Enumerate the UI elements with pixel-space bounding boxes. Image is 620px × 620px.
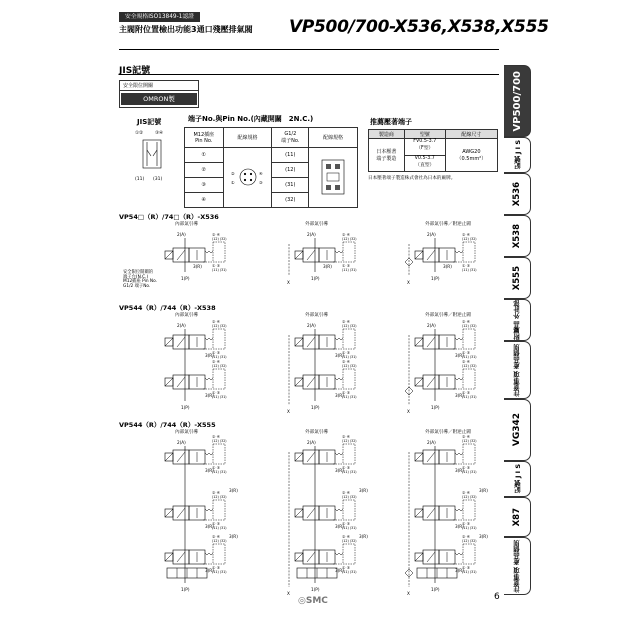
svg-text:3(R): 3(R) xyxy=(455,568,464,573)
svg-text:1(P): 1(P) xyxy=(311,276,320,281)
svg-text:① ③: ① ③ xyxy=(342,263,351,268)
circuit-1-2 xyxy=(285,220,385,285)
svg-text:3(R): 3(R) xyxy=(205,524,214,529)
column-heading: 外部氣引導 xyxy=(305,313,328,318)
tab-precautions-2[interactable]: 注意事項 產品個別 xyxy=(504,537,531,595)
svg-text:(11) (31): (11) (31) xyxy=(342,570,357,574)
tab-jis-symbol-1[interactable]: 記號 J I S xyxy=(504,137,531,173)
svg-text:① ③: ① ③ xyxy=(462,263,471,268)
circuit-1-3 xyxy=(405,220,505,285)
svg-text:3(R): 3(R) xyxy=(205,393,214,398)
svg-text:3(R): 3(R) xyxy=(359,488,368,493)
svg-text:① ③: ① ③ xyxy=(342,465,351,470)
svg-text:3(R): 3(R) xyxy=(205,468,214,473)
pin-header-wiring-1: 配線規格 xyxy=(223,128,272,148)
svg-text:(11) (31): (11) (31) xyxy=(342,470,357,474)
svg-text:(12) (32): (12) (32) xyxy=(462,495,477,499)
svg-text:3(R): 3(R) xyxy=(193,264,202,269)
svg-text:(12) (32): (12) (32) xyxy=(212,364,227,368)
crimp-terminal-table xyxy=(368,129,498,172)
column-heading: 外部氣引導／附逆止閥 xyxy=(425,222,471,227)
svg-text:(11) (31): (11) (31) xyxy=(212,268,227,272)
tab-accessories[interactable]: 附屬品 外計部 xyxy=(504,299,531,341)
svg-text:(11) (31): (11) (31) xyxy=(462,355,477,359)
svg-text:② ④: ② ④ xyxy=(342,534,351,539)
svg-text:② ④: ② ④ xyxy=(212,359,221,364)
svg-text:(12) (32): (12) (32) xyxy=(342,364,357,368)
svg-text:2(A): 2(A) xyxy=(307,440,316,445)
svg-text:1(P): 1(P) xyxy=(181,276,190,281)
svg-text:① ③: ① ③ xyxy=(212,465,221,470)
tab-vg342[interactable]: VG342 xyxy=(504,399,531,461)
svg-text:3(R): 3(R) xyxy=(205,568,214,573)
svg-text:3(R): 3(R) xyxy=(479,488,488,493)
svg-text:3(R): 3(R) xyxy=(455,353,464,358)
circuit-1-1 xyxy=(155,220,255,282)
svg-text:3(R): 3(R) xyxy=(205,353,214,358)
crimp-header-size: 配線尺寸 xyxy=(445,130,497,139)
svg-text:② ④: ② ④ xyxy=(212,319,221,324)
svg-text:1(P): 1(P) xyxy=(431,405,440,410)
switch-contact-symbol xyxy=(133,128,169,188)
pin-table-title: 端子No.與Pin No.(內藏開關 2N.C.) xyxy=(188,115,314,123)
smc-logo: ◎SMC xyxy=(298,596,328,606)
svg-text:3(R): 3(R) xyxy=(335,468,344,473)
svg-text:(11) (31): (11) (31) xyxy=(342,268,357,272)
pin-header-m12: M12插座 Pin No. xyxy=(185,128,224,148)
svg-text:(11) (31): (11) (31) xyxy=(462,395,477,399)
svg-text:2(A): 2(A) xyxy=(427,323,436,328)
svg-text:2(A): 2(A) xyxy=(177,232,186,237)
tab-x538[interactable]: X538 xyxy=(504,215,531,257)
svg-text:(12) (32): (12) (32) xyxy=(462,439,477,443)
svg-text:③: ③ xyxy=(258,179,263,185)
svg-text:① ③: ① ③ xyxy=(462,521,471,526)
svg-text:3(R): 3(R) xyxy=(335,393,344,398)
svg-text:(12) (32): (12) (32) xyxy=(212,324,227,328)
svg-text:(11) (31): (11) (31) xyxy=(212,526,227,530)
circuit-3-2 xyxy=(285,428,385,596)
svg-text:① ③: ① ③ xyxy=(212,350,221,355)
svg-text:① ③: ① ③ xyxy=(212,565,221,570)
svg-text:② ④: ② ④ xyxy=(342,490,351,495)
svg-text:1(P): 1(P) xyxy=(181,405,190,410)
svg-text:1(P): 1(P) xyxy=(311,405,320,410)
svg-text:①②: ①② xyxy=(135,131,144,136)
svg-text:(12) (32): (12) (32) xyxy=(462,539,477,543)
column-heading: 外部氣引導／附逆止閥 xyxy=(425,313,471,318)
pin-g12-31: (31) xyxy=(272,178,309,193)
svg-text:(11) (31): (11) (31) xyxy=(462,470,477,474)
svg-text:(11) (31): (11) (31) xyxy=(342,526,357,530)
svg-text:① ③: ① ③ xyxy=(212,521,221,526)
circuit-2-1 xyxy=(155,311,255,411)
svg-text:① ③: ① ③ xyxy=(462,390,471,395)
svg-text:(11) (31): (11) (31) xyxy=(342,395,357,399)
svg-text:(31): (31) xyxy=(153,177,163,182)
pin-m12-2: ② xyxy=(185,163,224,178)
safety-switch-box xyxy=(119,80,199,108)
crimp-note: 日本壓著端子製造株式會社為日本的廠牌。 xyxy=(368,176,456,181)
svg-text:(11) (31): (11) (31) xyxy=(212,570,227,574)
svg-text:3(R): 3(R) xyxy=(335,568,344,573)
tab-x87[interactable]: X87 xyxy=(504,497,531,537)
tab-vp500-700[interactable]: VP500/700 xyxy=(504,65,531,137)
crimp-model-f: FV0.5-3.7 （F型） xyxy=(405,139,445,156)
iso-badge: 安全規格ISO13849-1認證 xyxy=(119,12,200,22)
svg-text:② ④: ② ④ xyxy=(212,232,221,237)
tab-x536[interactable]: X536 xyxy=(504,173,531,215)
svg-text:2(A): 2(A) xyxy=(427,232,436,237)
svg-text:1(P): 1(P) xyxy=(431,276,440,281)
svg-text:② ④: ② ④ xyxy=(342,232,351,237)
tab-precautions-1[interactable]: 注意事項 產品個別 xyxy=(504,341,531,399)
pin-g12-12: (12) xyxy=(272,163,309,178)
brand-name: SMC xyxy=(305,596,328,606)
crimp-wire-size: AWG20 （0.5mm²） xyxy=(445,139,497,172)
svg-text:(12) (32): (12) (32) xyxy=(462,237,477,241)
svg-text:② ④: ② ④ xyxy=(462,359,471,364)
svg-text:(12) (32): (12) (32) xyxy=(342,237,357,241)
svg-text:(11) (31): (11) (31) xyxy=(342,355,357,359)
svg-text:3(R): 3(R) xyxy=(455,468,464,473)
svg-text:(11): (11) xyxy=(135,177,145,182)
svg-text:② ④: ② ④ xyxy=(212,434,221,439)
svg-text:3(R): 3(R) xyxy=(359,534,368,539)
svg-text:2(A): 2(A) xyxy=(307,232,316,237)
svg-text:① ③: ① ③ xyxy=(212,263,221,268)
variant-title-x555: VP544（R）/744（R）-X555 xyxy=(119,421,216,429)
svg-text:① ③: ① ③ xyxy=(342,565,351,570)
svg-text:② ④: ② ④ xyxy=(462,434,471,439)
svg-text:(12) (32): (12) (32) xyxy=(342,495,357,499)
svg-text:③④: ③④ xyxy=(155,131,164,136)
svg-text:X: X xyxy=(287,591,290,596)
svg-text:(11) (31): (11) (31) xyxy=(462,268,477,272)
column-heading: 外部氣引導／附逆止閥 xyxy=(425,430,471,435)
pin-g12-32: (32) xyxy=(272,193,309,208)
crimp-header-model: 型號 xyxy=(404,130,445,139)
svg-text:① ③: ① ③ xyxy=(342,350,351,355)
tab-x555[interactable]: X555 xyxy=(504,257,531,299)
svg-text:(12) (32): (12) (32) xyxy=(342,324,357,328)
svg-text:(12) (32): (12) (32) xyxy=(212,439,227,443)
svg-text:3(R): 3(R) xyxy=(455,393,464,398)
svg-text:(12) (32): (12) (32) xyxy=(342,539,357,543)
column-heading: 內部氣引導 xyxy=(175,430,198,435)
column-heading: 內部氣引導 xyxy=(175,313,198,318)
page-number: 6 xyxy=(494,592,500,602)
svg-text:② ④: ② ④ xyxy=(212,490,221,495)
svg-text:(11) (31): (11) (31) xyxy=(462,570,477,574)
svg-text:3(R): 3(R) xyxy=(323,264,332,269)
svg-text:X: X xyxy=(287,409,290,414)
svg-text:④: ④ xyxy=(258,170,263,176)
svg-text:1(P): 1(P) xyxy=(311,587,320,592)
safety-switch-label: 安全限位開關 xyxy=(120,81,198,91)
svg-text:(12) (32): (12) (32) xyxy=(212,237,227,241)
pin-number-table xyxy=(184,127,358,208)
svg-text:(12) (32): (12) (32) xyxy=(212,495,227,499)
svg-text:2(A): 2(A) xyxy=(307,323,316,328)
svg-text:3(R): 3(R) xyxy=(335,524,344,529)
svg-text:X: X xyxy=(407,280,410,285)
variant-title-x538: VP544（R）/744（R）-X538 xyxy=(119,304,216,312)
svg-text:(11) (31): (11) (31) xyxy=(212,395,227,399)
pin-g12-11: (11) xyxy=(272,148,309,163)
tab-jis-symbol-2[interactable]: 記號 J I S xyxy=(504,461,531,497)
page-title: VP500/700-X536,X538,X555 xyxy=(289,17,549,37)
svg-text:2(A): 2(A) xyxy=(427,440,436,445)
svg-text:② ④: ② ④ xyxy=(462,232,471,237)
pin-header-g12: G1/2 端子No. xyxy=(272,128,309,148)
svg-text:1(P): 1(P) xyxy=(431,587,440,592)
page-subtitle: 主閥附位置檢出功能3通口殘壓排氣閥 xyxy=(119,25,253,34)
svg-text:3(R): 3(R) xyxy=(455,524,464,529)
svg-text:② ④: ② ④ xyxy=(212,534,221,539)
svg-text:① ③: ① ③ xyxy=(212,390,221,395)
m12-connector-diagram xyxy=(223,148,272,208)
svg-text:(12) (32): (12) (32) xyxy=(342,439,357,443)
column-heading: 內部氣引導 xyxy=(175,222,198,227)
svg-text:① ③: ① ③ xyxy=(342,390,351,395)
column-heading: 外部氣引導 xyxy=(305,430,328,435)
pin-m12-4: ④ xyxy=(185,193,224,208)
svg-text:3(R): 3(R) xyxy=(479,534,488,539)
svg-text:① ③: ① ③ xyxy=(462,565,471,570)
column-heading: 外部氣引導 xyxy=(305,222,328,227)
svg-text:② ④: ② ④ xyxy=(462,534,471,539)
pin-m12-1: ① xyxy=(185,148,224,163)
svg-text:3(R): 3(R) xyxy=(229,534,238,539)
svg-text:X: X xyxy=(287,280,290,285)
svg-text:2(A): 2(A) xyxy=(177,440,186,445)
svg-text:① ③: ① ③ xyxy=(462,350,471,355)
circuit-2-3 xyxy=(405,311,505,414)
variant-title-x536: VP54□（R）/74□（R）-X536 xyxy=(119,213,219,221)
jis-section-rule xyxy=(119,74,499,75)
x536-terminal-note: 安全限位開關的 端子台(N.C.) M12插座 Pin No. G1/2 端子No. xyxy=(123,270,158,290)
crimp-maker: 日本壓著 端子製造 xyxy=(369,139,405,172)
svg-text:② ④: ② ④ xyxy=(342,359,351,364)
svg-text:3(R): 3(R) xyxy=(443,264,452,269)
crimp-model-straight: V0.5-3.7 （直型） xyxy=(414,156,435,168)
pin-m12-3: ③ xyxy=(185,178,224,193)
svg-text:(11) (31): (11) (31) xyxy=(212,470,227,474)
g12-terminal-diagram xyxy=(309,148,358,208)
svg-text:(11) (31): (11) (31) xyxy=(212,355,227,359)
svg-text:①: ① xyxy=(230,179,235,185)
svg-text:(11) (31): (11) (31) xyxy=(462,526,477,530)
crimp-table-title: 推薦壓著端子 xyxy=(370,118,412,126)
svg-text:(12) (32): (12) (32) xyxy=(462,324,477,328)
svg-text:X: X xyxy=(407,409,410,414)
circuit-3-3 xyxy=(405,428,505,596)
svg-text:② ④: ② ④ xyxy=(342,434,351,439)
svg-text:2(A): 2(A) xyxy=(177,323,186,328)
safety-switch-maker: OMRON製 xyxy=(121,93,197,105)
svg-text:3(R): 3(R) xyxy=(335,353,344,358)
header-rule xyxy=(119,49,499,50)
jis-symbol-label: JIS記號 xyxy=(137,118,162,126)
pin-header-wiring-2: 配線規格 xyxy=(309,128,358,148)
svg-text:1(P): 1(P) xyxy=(181,587,190,592)
svg-text:② ④: ② ④ xyxy=(462,490,471,495)
svg-text:② ④: ② ④ xyxy=(342,319,351,324)
svg-text:① ③: ① ③ xyxy=(342,521,351,526)
svg-text:②: ② xyxy=(230,170,235,176)
svg-text:(12) (32): (12) (32) xyxy=(212,539,227,543)
jis-section-title: JIS記號 xyxy=(119,66,151,76)
svg-text:② ④: ② ④ xyxy=(462,319,471,324)
svg-text:① ③: ① ③ xyxy=(462,465,471,470)
circuit-3-1 xyxy=(155,428,255,593)
crimp-header-maker: 製造商 xyxy=(369,130,405,139)
circuit-2-2 xyxy=(285,311,385,414)
svg-text:(12) (32): (12) (32) xyxy=(462,364,477,368)
svg-text:X: X xyxy=(407,591,410,596)
svg-text:3(R): 3(R) xyxy=(229,488,238,493)
